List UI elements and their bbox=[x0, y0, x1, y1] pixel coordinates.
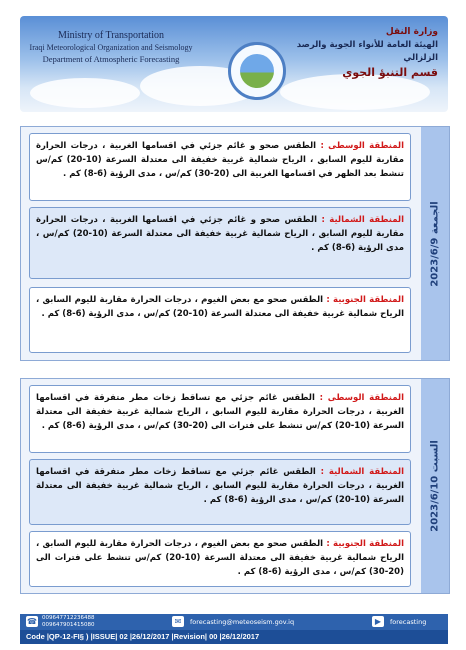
forecast-day-2 bbox=[20, 378, 450, 594]
region-name: المنطقة الوسطى : bbox=[320, 141, 404, 151]
ministry-name-ar: وزارة النقل bbox=[385, 27, 438, 37]
phone-number-2: 009647901415080 bbox=[42, 622, 95, 628]
region-name: المنطقة الشمالية : bbox=[320, 467, 405, 477]
email-address[interactable]: forecasting@meteoseism.gov.iq bbox=[190, 618, 295, 626]
date-bar-day1 bbox=[421, 127, 449, 360]
social-icon: ▶ bbox=[372, 616, 384, 627]
social-handle[interactable]: forecasting bbox=[390, 618, 427, 626]
region-forecast-text: الطقس غائم جزئي مع تساقط زخات مطر متفرقة في اقسامها الغربية ، درجات الحرارة مقاربة لليوم السابق ، الرياح شمالية غربية خفيفة الى معتدلة السرعة (10-20) كم/س ، مدى الرؤية (6-8) كم . bbox=[36, 467, 404, 505]
forecast-day-1 bbox=[20, 126, 450, 361]
region-south-day1 bbox=[29, 287, 411, 353]
region-name: المنطقة الشمالية : bbox=[321, 215, 405, 225]
date-bar-day2 bbox=[421, 379, 449, 593]
region-forecast-text: الطقس صحو و غائم جزئي في اقسامها الغربية ، درجات الحرارة مقاربة لليوم السابق ، الرياح شمالية غربية خفيفة الى معتدلة السرعة (10-20) كم/س تنشط بعد الظهر في اقسامها الغربية الى (20-30) كم/س ، مدى الرؤية (6-8) كم . bbox=[36, 141, 404, 179]
organization-logo bbox=[228, 42, 286, 100]
header-arabic bbox=[288, 26, 438, 80]
region-central-day2 bbox=[29, 385, 411, 453]
phone-number-1: 009647712236488 bbox=[42, 615, 95, 621]
region-name: المنطقة الجنوبية : bbox=[326, 539, 404, 549]
region-south-day2 bbox=[29, 531, 411, 587]
region-north-day1 bbox=[29, 207, 411, 279]
contact-bar bbox=[20, 614, 448, 630]
document-code-line: Code |QP-12-FI§ ) |ISSUE| 02 |26/12/2017 |Revision| 00 |26/12/2017 bbox=[20, 630, 448, 644]
region-forecast-text: الطقس صحو مع بعض الغيوم ، درجات الحرارة مقاربة لليوم السابق ، الرياح شمالية غربية خفيفة الى معتدلة السرعة (10-20) كم/س تنشط على فترات الى (20-30) كم/س ، مدى الرؤية (6-8) كم . bbox=[36, 539, 404, 577]
region-forecast-text: الطقس صحو مع بعض الغيوم ، درجات الحرارة مقاربة لليوم السابق ، الرياح شمالية غربية خفيفة الى معتدلة السرعة (10-20) كم/س ، مدى الرؤية (6-8) كم . bbox=[36, 295, 404, 319]
department-name-en: Department of Atmospheric Forecasting bbox=[42, 54, 180, 64]
forecast-date: الجمعة 2023/6/9 bbox=[429, 200, 441, 287]
phone-numbers bbox=[42, 615, 95, 629]
region-name: المنطقة الوسطى : bbox=[319, 393, 404, 403]
cloud-decoration bbox=[30, 78, 140, 108]
forecast-date: السبت 2023/6/10 bbox=[429, 440, 441, 532]
department-name-ar: قسم التنبؤ الجوي bbox=[342, 66, 438, 79]
logo-emblem-icon bbox=[240, 54, 274, 88]
header-english bbox=[26, 30, 196, 65]
organization-name-ar: الهيئة العامة للأنواء الجوية والرصد الزلزالي bbox=[296, 40, 438, 63]
region-forecast-text: الطقس غائم جزئي مع تساقط زخات مطر متفرقة في اقسامها الغربية ، درجات الحرارة مقاربة لليوم السابق ، الرياح شمالية غربية خفيفة الى معتدلة السرعة (10-20) كم/س تنشط على فترات الى (20-30) كم/س ، مدى الرؤية (6-8) كم . bbox=[36, 393, 404, 431]
organization-name-en: Iraqi Meteorological Organization and Seismology bbox=[29, 43, 193, 52]
region-north-day2 bbox=[29, 459, 411, 525]
phone-icon: ☎ bbox=[27, 617, 37, 626]
footer bbox=[20, 614, 448, 644]
region-central-day1 bbox=[29, 133, 411, 201]
ministry-name-en: Ministry of Transportation bbox=[57, 30, 165, 41]
region-forecast-text: الطقس صحو و غائم جزئي في اقسامها الغربية ، درجات الحرارة مقاربة لليوم السابق ، الرياح شمالية غربية خفيفة الى معتدلة السرعة (10-20) كم/س ، مدى الرؤية (6-8) كم . bbox=[36, 215, 404, 253]
header-banner bbox=[20, 16, 448, 112]
email-icon: ✉ bbox=[172, 616, 184, 627]
region-name: المنطقة الجنوبية : bbox=[326, 295, 404, 305]
